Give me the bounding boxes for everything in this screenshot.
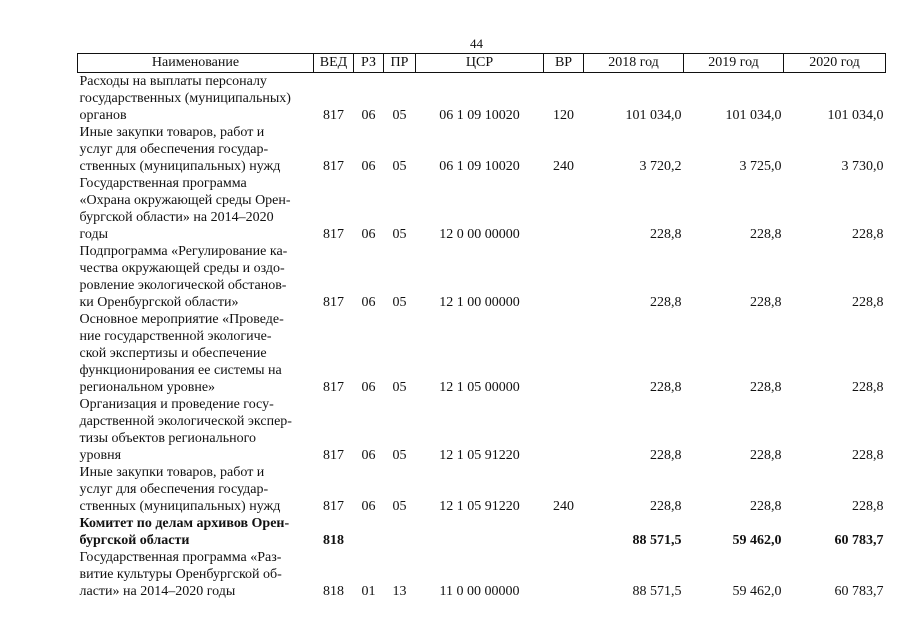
- cell-2018: 88 571,5: [632, 533, 682, 548]
- cell-csr: [416, 515, 544, 549]
- header-vr: ВР: [544, 54, 584, 73]
- cell-rz: 06: [361, 380, 376, 395]
- cell-2020: 228,8: [852, 499, 884, 514]
- cell-name: [78, 396, 314, 464]
- cell-vr: [544, 549, 584, 600]
- table-row: [78, 124, 886, 175]
- cell-vr: [544, 311, 584, 396]
- name-line: функционирования ее системы на: [79, 363, 282, 378]
- cell-2019: 228,8: [750, 380, 782, 395]
- name-line: «Охрана окружающей среды Орен-: [79, 193, 291, 208]
- cell-2020: 60 783,7: [834, 533, 884, 548]
- table-row: [78, 175, 886, 243]
- cell-ved: 818: [323, 584, 344, 599]
- cell-rz: 06: [361, 295, 376, 310]
- name-line: годы: [79, 227, 109, 242]
- cell-2018: 228,8: [650, 448, 682, 463]
- cell-name: [78, 515, 314, 549]
- cell-pr: 05: [392, 295, 407, 310]
- cell-pr: 05: [392, 227, 407, 242]
- name-line: органов: [79, 108, 127, 123]
- name-line: ровление экологической обстанов-: [79, 278, 287, 293]
- cell-pr: 05: [392, 108, 407, 123]
- cell-ved: 817: [323, 380, 344, 395]
- table-row: [78, 311, 886, 396]
- cell-name: [78, 73, 314, 125]
- header-pr: ПР: [384, 54, 416, 73]
- cell-2018: 228,8: [650, 295, 682, 310]
- name-line: витие культуры Оренбургской об-: [79, 567, 282, 582]
- cell-2019: 228,8: [750, 227, 782, 242]
- cell-2019: 59 462,0: [732, 533, 782, 548]
- table-header-row: [78, 54, 886, 73]
- cell-2019: 228,8: [750, 499, 782, 514]
- cell-2018: 228,8: [650, 499, 682, 514]
- name-line: Иные закупки товаров, работ и: [79, 125, 265, 140]
- table-row: [78, 396, 886, 464]
- cell-rz: 06: [361, 499, 376, 514]
- cell-rz: 01: [361, 584, 376, 599]
- cell-name: [78, 243, 314, 311]
- cell-csr: 12 0 00 00000: [439, 227, 520, 242]
- name-line: ние государственной экологиче-: [79, 329, 272, 344]
- cell-2019: 3 725,0: [739, 159, 782, 174]
- table-row: [78, 73, 886, 125]
- name-line: Иные закупки товаров, работ и: [79, 465, 265, 480]
- cell-2018: 3 720,2: [639, 159, 682, 174]
- cell-2019: 228,8: [750, 448, 782, 463]
- name-line: бургской области» на 2014–2020: [79, 210, 274, 225]
- budget-table: [77, 53, 886, 600]
- name-line: Организация и проведение госу-: [79, 397, 274, 412]
- cell-ved: 817: [323, 108, 344, 123]
- name-line: ки Оренбургской области»: [79, 295, 239, 310]
- name-line: дарственной экологической экспер-: [79, 414, 292, 429]
- cell-vr: 240: [553, 499, 574, 514]
- cell-vr: [544, 515, 584, 549]
- name-line: Расходы на выплаты персоналу: [79, 74, 267, 89]
- cell-vr: [544, 175, 584, 243]
- header-csr: ЦСР: [416, 54, 544, 73]
- cell-2019: 59 462,0: [732, 584, 782, 599]
- cell-2020: 228,8: [852, 295, 884, 310]
- cell-ved: 817: [323, 499, 344, 514]
- cell-pr: 05: [392, 499, 407, 514]
- name-line: Государственная программа «Раз-: [79, 550, 282, 565]
- cell-vr: 240: [553, 159, 574, 174]
- name-line: бургской области: [79, 533, 190, 548]
- name-line: Основное мероприятие «Проведе-: [79, 312, 284, 327]
- cell-ved: 817: [323, 159, 344, 174]
- table-row: [78, 243, 886, 311]
- cell-csr: 12 1 05 91220: [439, 499, 520, 514]
- cell-pr: [384, 515, 416, 549]
- name-line: услуг для обеспечения государ-: [79, 142, 269, 157]
- name-line: уровня: [79, 448, 122, 463]
- cell-name: [78, 549, 314, 600]
- cell-pr: 05: [392, 159, 407, 174]
- cell-2020: 101 034,0: [827, 108, 884, 123]
- table-body: [78, 73, 886, 601]
- cell-2018: 228,8: [650, 227, 682, 242]
- cell-name: [78, 124, 314, 175]
- cell-2019: 101 034,0: [725, 108, 782, 123]
- name-line: услуг для обеспечения государ-: [79, 482, 269, 497]
- name-line: ственных (муниципальных) нужд: [79, 499, 281, 514]
- cell-2020: 228,8: [852, 227, 884, 242]
- cell-name: [78, 464, 314, 515]
- cell-pr: 13: [392, 584, 407, 599]
- cell-rz: 06: [361, 227, 376, 242]
- header-ved: ВЕД: [314, 54, 354, 73]
- cell-rz: [354, 515, 384, 549]
- cell-vr: 120: [553, 108, 574, 123]
- header-2018: 2018 год: [584, 54, 684, 73]
- cell-rz: 06: [361, 108, 376, 123]
- header-name: Наименование: [78, 54, 314, 73]
- header-2020: 2020 год: [784, 54, 886, 73]
- page-number: 44: [470, 36, 483, 51]
- table-row: [78, 515, 886, 549]
- name-line: государственных (муниципальных): [79, 91, 291, 106]
- cell-ved: 817: [323, 295, 344, 310]
- cell-vr: [544, 396, 584, 464]
- cell-2020: 228,8: [852, 380, 884, 395]
- header-rz: РЗ: [354, 54, 384, 73]
- cell-2018: 101 034,0: [625, 108, 682, 123]
- cell-csr: 11 0 00 00000: [439, 584, 520, 599]
- name-line: тизы объектов регионального: [79, 431, 256, 446]
- cell-csr: 06 1 09 10020: [439, 159, 520, 174]
- name-line: ласти» на 2014–2020 годы: [79, 584, 236, 599]
- table-row: [78, 549, 886, 600]
- name-line: Комитет по делам архивов Орен-: [79, 516, 290, 531]
- cell-csr: 12 1 05 00000: [439, 380, 520, 395]
- cell-2020: 228,8: [852, 448, 884, 463]
- cell-2020: 60 783,7: [834, 584, 884, 599]
- header-2019: 2019 год: [684, 54, 784, 73]
- cell-csr: 06 1 09 10020: [439, 108, 520, 123]
- name-line: Подпрограмма «Регулирование ка-: [79, 244, 288, 259]
- name-line: региональном уровне»: [79, 380, 216, 395]
- name-line: ственных (муниципальных) нужд: [79, 159, 281, 174]
- cell-ved: 817: [323, 448, 344, 463]
- cell-2018: 88 571,5: [632, 584, 682, 599]
- cell-csr: 12 1 00 00000: [439, 295, 520, 310]
- name-line: чества окружающей среды и оздо-: [79, 261, 285, 276]
- table-row: [78, 464, 886, 515]
- cell-rz: 06: [361, 448, 376, 463]
- cell-2020: 3 730,0: [841, 159, 884, 174]
- cell-vr: [544, 243, 584, 311]
- name-line: Государственная программа: [79, 176, 247, 191]
- cell-name: [78, 175, 314, 243]
- cell-pr: 05: [392, 380, 407, 395]
- cell-ved: 817: [323, 227, 344, 242]
- cell-name: [78, 311, 314, 396]
- cell-2019: 228,8: [750, 295, 782, 310]
- cell-ved: 818: [323, 533, 344, 548]
- cell-pr: 05: [392, 448, 407, 463]
- name-line: ской экспертизы и обеспечение: [79, 346, 267, 361]
- cell-2018: 228,8: [650, 380, 682, 395]
- cell-rz: 06: [361, 159, 376, 174]
- cell-csr: 12 1 05 91220: [439, 448, 520, 463]
